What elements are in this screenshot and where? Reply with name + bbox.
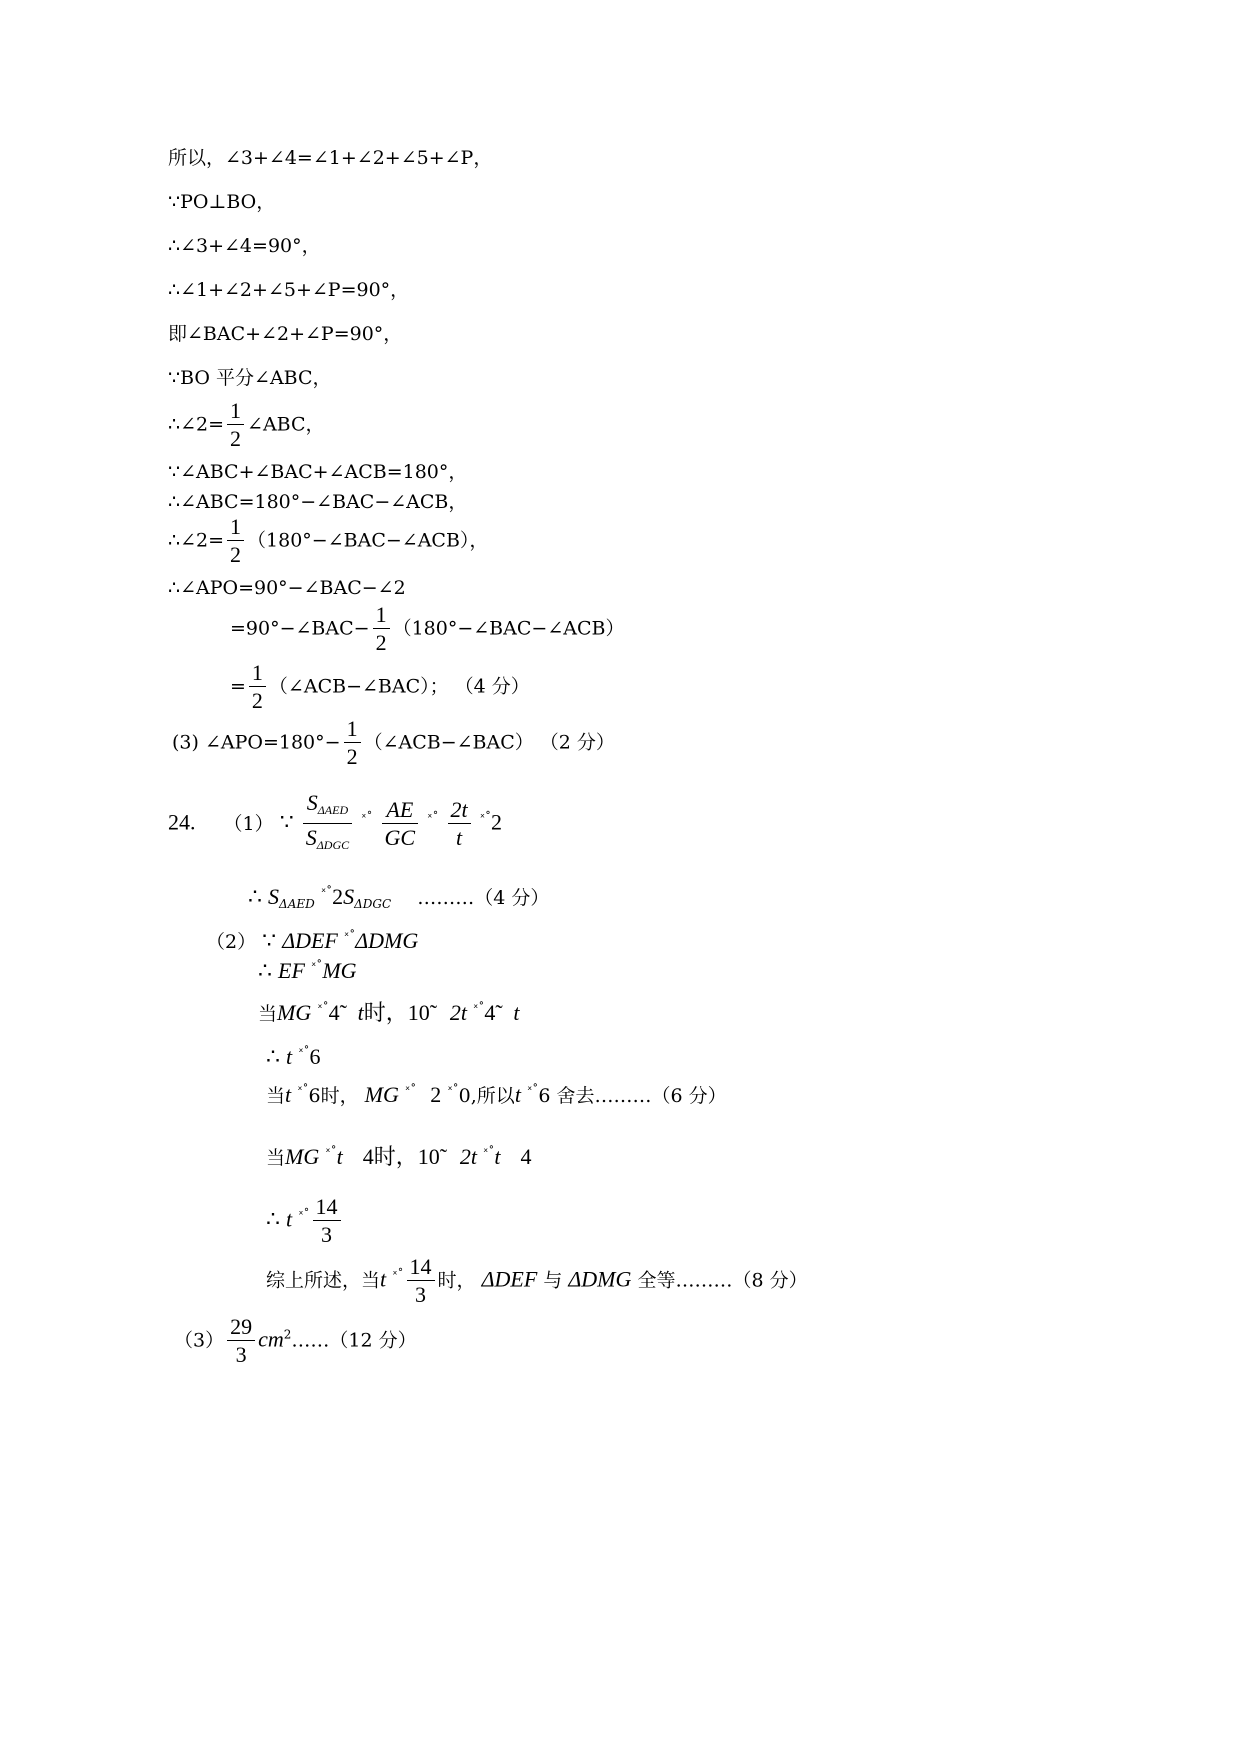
garbled-equals: ˣ˚ <box>473 1001 485 1015</box>
text: 2t <box>449 1000 467 1025</box>
garbled-equals: ˣ˚ <box>320 885 333 899</box>
ae-gc-fraction <box>382 797 419 852</box>
text: 4̃ <box>484 1000 496 1025</box>
text: （180°−∠BAC−∠ACB）， <box>247 529 489 552</box>
text: EF <box>278 958 305 983</box>
text: ∴∠2= <box>168 529 225 552</box>
therefore-symbol: ∴ <box>266 1044 280 1069</box>
area-ratio-fraction <box>303 790 352 859</box>
text: （∠ACB−∠BAC）； （4 分） <box>268 675 530 698</box>
text: ∴∠ABC=180°−∠BAC−∠ACB， <box>168 491 468 513</box>
text: 当 <box>266 1147 286 1169</box>
text: t <box>357 1000 364 1025</box>
fraction-half <box>227 514 244 569</box>
part-label: （2） <box>206 931 257 953</box>
subscript: ΔDGC <box>354 897 392 911</box>
garbled-equals: ˣ˚ <box>317 1001 329 1015</box>
line-5 <box>168 322 402 346</box>
text: ∴∠2= <box>168 413 225 436</box>
fraction-half <box>227 398 244 453</box>
text: 0,所以 <box>458 1085 515 1107</box>
unit: cm <box>258 1326 284 1352</box>
fraction-half <box>249 660 266 715</box>
line-3 <box>168 234 321 258</box>
text: ∴∠1+∠2+∠5+∠P=90°， <box>168 279 410 301</box>
garbled-equals: ˣ˚ <box>392 1267 404 1282</box>
text: ∵BO 平分∠ABC， <box>168 367 332 389</box>
text: （∠ACB−∠BAC） （2 分） <box>363 731 615 754</box>
text: t <box>286 1206 293 1232</box>
denominator: 2 <box>230 542 242 567</box>
text: 4时，10̃ <box>362 1144 440 1169</box>
text: 4̃ <box>328 1000 340 1025</box>
numerator: 1 <box>249 660 266 687</box>
part-label: （3） <box>174 1329 225 1352</box>
line-8 <box>168 460 467 484</box>
fraction-14-3 <box>407 1254 435 1309</box>
denominator: 3 <box>415 1282 427 1307</box>
part-label: （1） <box>223 812 274 835</box>
therefore-symbol: ∴ <box>258 958 272 983</box>
q24-part2-line2 <box>258 954 357 984</box>
denominator: 2 <box>375 630 387 655</box>
line-7 <box>168 398 325 453</box>
text: 6 舍去………（6 分） <box>538 1085 727 1107</box>
line-6 <box>168 366 332 390</box>
numerator: 1 <box>227 514 244 541</box>
fraction-half <box>373 602 390 657</box>
text: = <box>230 675 246 698</box>
text: S <box>306 790 318 815</box>
garbled-equals: ˣ˚ <box>325 1145 337 1159</box>
text: ∴∠3+∠4=90°， <box>168 235 321 257</box>
garbled-equals: ˣ˚ <box>483 1145 495 1159</box>
denominator: 3 <box>235 1342 247 1367</box>
text: t <box>285 1082 292 1107</box>
q24-part3 <box>174 1314 417 1369</box>
subscript: ΔAED <box>317 803 349 817</box>
text: 时，10̃ <box>363 1000 430 1025</box>
line-9 <box>168 490 467 514</box>
question-number: 24. <box>168 809 196 835</box>
text: 4 <box>520 1144 532 1169</box>
text: 2t <box>459 1144 477 1169</box>
numerator: 1 <box>227 398 244 425</box>
text: t <box>494 1144 501 1169</box>
text: =90°−∠BAC− <box>230 617 370 640</box>
text: 2 <box>491 809 503 835</box>
numerator: 1 <box>344 716 361 743</box>
text: t <box>336 1144 343 1169</box>
q24-case1-line <box>258 996 520 1026</box>
garbled-equals: ˣ˚ <box>447 1083 459 1097</box>
q24-summary <box>266 1254 808 1309</box>
text: t <box>514 1082 521 1107</box>
garbled-congruent: ˣ˚ <box>343 929 356 943</box>
numerator: 29 <box>227 1314 255 1341</box>
text: ΔDMG <box>355 928 419 953</box>
line-11 <box>168 576 406 600</box>
garbled-equals: ˣ˚ <box>361 810 373 825</box>
text: (3) ∠APO=180°− <box>172 731 341 754</box>
q24-case2-line <box>266 1140 532 1170</box>
score-note: ………（4 分） <box>417 887 550 909</box>
q24-case2-result <box>266 1194 344 1249</box>
numerator: 14 <box>407 1254 435 1281</box>
garbled-equals: ˣ˚ <box>479 810 492 825</box>
q24-case1-result <box>266 1040 321 1070</box>
denominator: t <box>456 825 463 850</box>
text: 2 <box>332 884 344 909</box>
subscript: ΔDGC <box>316 838 350 852</box>
line-1 <box>168 146 492 170</box>
text: S <box>268 884 280 909</box>
text: 2 <box>430 1082 442 1107</box>
text: ∵∠ABC+∠BAC+∠ACB=180°， <box>168 461 468 483</box>
numerator: 2t <box>448 797 471 824</box>
denominator: 2 <box>346 744 358 769</box>
q24-part2-line1 <box>206 924 418 954</box>
text: 6时， <box>308 1085 359 1107</box>
line-4 <box>168 278 409 302</box>
text: （180°−∠BAC−∠ACB） <box>392 617 625 640</box>
garbled-equals: ˣ˚ <box>404 1083 417 1097</box>
text: ΔDEF <box>481 1266 538 1292</box>
fraction-14-3 <box>313 1194 341 1249</box>
denominator: 3 <box>321 1222 333 1247</box>
text: 即∠BAC+∠2+∠P=90°， <box>168 323 403 345</box>
text: 时， <box>437 1269 476 1292</box>
q24-part1-result <box>248 880 549 916</box>
garbled-equals: ˣ˚ <box>310 959 323 973</box>
text: MG <box>364 1082 399 1107</box>
q24-part1-line <box>168 790 502 859</box>
garbled-equals: ˣ˚ <box>298 1045 310 1059</box>
text: 当 <box>266 1085 286 1107</box>
text: t <box>513 1000 520 1025</box>
denominator: 2 <box>251 688 263 713</box>
garbled-equals: ˣ˚ <box>526 1083 539 1097</box>
text: ∵PO⊥BO， <box>168 191 276 213</box>
score-note: ……（12 分） <box>291 1329 417 1352</box>
fraction-29-3 <box>227 1314 255 1369</box>
text: 所以，∠3+∠4=∠1+∠2+∠5+∠P， <box>168 147 493 169</box>
text: MG <box>322 958 357 983</box>
text: 当 <box>258 1003 278 1025</box>
numerator: AE <box>382 797 419 824</box>
line-10 <box>168 514 488 569</box>
line-13 <box>230 660 530 715</box>
text: ∴∠APO=90°−∠BAC−∠2 <box>168 577 406 599</box>
therefore-symbol: ∴ <box>266 1206 280 1232</box>
because-symbol: ∵ <box>279 809 294 835</box>
text: t <box>286 1044 293 1069</box>
fraction-half <box>344 716 361 771</box>
garbled-equals: ˣ˚ <box>297 1083 309 1097</box>
because-symbol: ∵ <box>262 928 277 953</box>
text: S <box>305 825 317 850</box>
denominator: 2 <box>230 426 242 451</box>
text: ∠ABC， <box>247 413 325 436</box>
denominator: GC <box>384 825 416 850</box>
text: ΔDEF <box>282 928 338 953</box>
q24-case1-check <box>266 1078 727 1108</box>
text: MG <box>285 1144 320 1169</box>
text: MG <box>277 1000 312 1025</box>
therefore-symbol: ∴ <box>248 884 262 909</box>
garbled-equals: ˣ˚ <box>298 1207 310 1222</box>
text: 综上所述，当 <box>266 1269 381 1292</box>
text: ΔDMG <box>568 1266 632 1292</box>
two-t-fraction <box>448 797 471 852</box>
numerator: 14 <box>313 1194 341 1221</box>
text: t <box>380 1266 387 1292</box>
subscript: ΔAED <box>279 897 315 911</box>
line-12 <box>230 602 624 657</box>
exponent: 2 <box>283 1327 292 1342</box>
garbled-equals: ˣ˚ <box>427 810 439 825</box>
line-2 <box>168 190 275 214</box>
text: 6 <box>309 1044 321 1069</box>
text: 与 <box>543 1269 563 1292</box>
score-note: 全等………（8 分） <box>637 1269 808 1292</box>
numerator: 1 <box>373 602 390 629</box>
line-14 <box>172 716 615 771</box>
text: S <box>343 884 355 909</box>
